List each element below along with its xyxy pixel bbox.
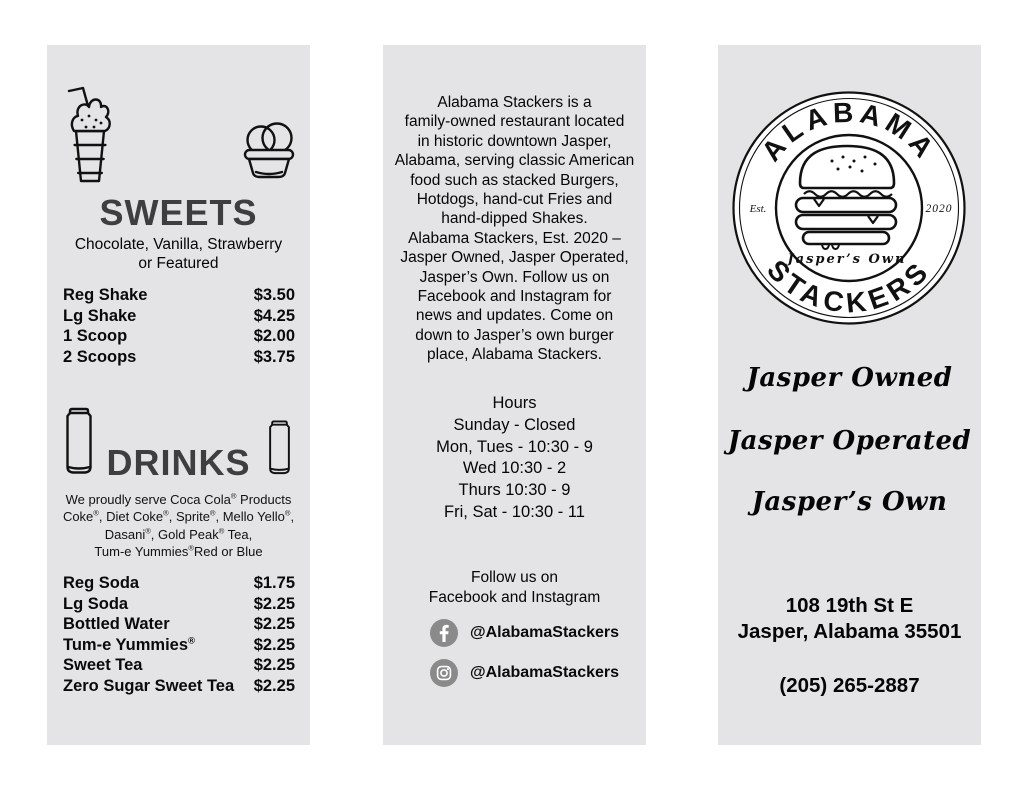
item-price: $1.75: [253, 574, 295, 592]
about-line: Alabama Stackers, Est. 2020 –: [408, 229, 621, 247]
logo-year: 2020: [925, 203, 953, 215]
drinks-title: DRINKS: [106, 442, 251, 483]
item-price: $2.25: [253, 656, 295, 675]
about-line: Jasper Owned, Jasper Operated,: [400, 249, 629, 267]
serve-note-line: We proudly serve Coca Cola® Products: [65, 491, 292, 507]
about-line: Alabama, serving classic American: [394, 152, 635, 170]
brand-tagline-owned: Jasper Owned: [746, 363, 953, 393]
about-line: hand-dipped Shakes.: [441, 210, 588, 228]
follow-heading-line1: Follow us on: [470, 569, 558, 586]
brand-tagline-operated: Jasper Operated: [727, 426, 972, 456]
hours-line: Wed 10:30 - 2: [462, 459, 567, 478]
item-name: Lg Soda: [63, 594, 129, 613]
serve-note-line: Dasani®, Gold Peak® Tea,: [104, 526, 253, 542]
menu-item-row: [63, 614, 295, 635]
logo-tagline: Jasper’s Own: [787, 252, 907, 267]
milkshake-icon: [62, 85, 114, 185]
hours-title: Hours: [492, 394, 537, 412]
ice-cream-bowl-icon: [241, 122, 297, 180]
facebook-icon: [430, 619, 458, 647]
drinks-price-list: [63, 573, 295, 697]
facebook-handle: @AlabamaStackers: [470, 624, 620, 641]
about-line: news and updates. Come on: [415, 307, 614, 325]
item-price: $2.25: [253, 635, 295, 654]
instagram-icon: [430, 659, 458, 687]
sweets-subtitle-line1: Chocolate, Vanilla, Strawberry: [74, 236, 283, 253]
logo-est-label: Est.: [749, 203, 767, 215]
item-name: Tum-e Yummies®: [63, 635, 196, 654]
address-block: [718, 593, 981, 645]
about-line: food such as stacked Burgers,: [410, 171, 619, 189]
hours-line: Thurs 10:30 - 9: [458, 481, 571, 500]
about-line: place, Alabama Stackers.: [427, 346, 602, 364]
drinks-serve-note: [47, 491, 310, 560]
serve-note-line: Tum-e Yummies®Red or Blue: [94, 543, 263, 559]
hours-block: [383, 393, 646, 524]
menu-item-row: [63, 655, 295, 676]
hours-line: Mon, Tues - 10:30 - 9: [436, 437, 593, 456]
phone-number: (205) 265-2887: [779, 674, 920, 697]
about-hours-panel: [383, 45, 646, 745]
address-line1: 108 19th St E: [785, 594, 914, 617]
brand-tagline-own: Jasper’s Own: [751, 487, 948, 517]
item-name: Reg Soda: [63, 574, 140, 592]
brand-contact-panel: [718, 45, 981, 745]
menu-item-row: [63, 594, 295, 615]
hours-line: Fri, Sat - 10:30 - 11: [444, 502, 585, 521]
item-name: Reg Shake: [63, 286, 148, 304]
about-line: in historic downtown Jasper,: [417, 132, 612, 150]
sweets-title: SWEETS: [99, 192, 258, 233]
sweets-subtitle: [47, 235, 310, 273]
instagram-handle: @AlabamaStackers: [470, 664, 620, 681]
item-name: 2 Scoops: [63, 347, 137, 366]
about-line: Alabama Stackers is a: [437, 94, 592, 111]
item-name: 1 Scoop: [63, 327, 128, 346]
serve-note-line: Coke®, Diet Coke®, Sprite®, Mello Yello®,: [62, 508, 295, 525]
alabama-stackers-logo: [732, 91, 966, 325]
item-price: $2.25: [253, 615, 295, 634]
about-line: family-owned restaurant located: [404, 113, 625, 131]
item-price: $4.25: [253, 306, 295, 325]
menu-item-row: [63, 635, 295, 656]
logo-top-text: ALABAMA: [755, 96, 943, 167]
sweets-subtitle-line2: or Featured: [138, 255, 219, 272]
item-price: $2.25: [253, 676, 295, 695]
about-line: Facebook and Instagram for: [417, 288, 612, 306]
address-line2: Jasper, Alabama 35501: [737, 620, 962, 643]
item-price: $2.00: [253, 327, 295, 346]
item-name: Bottled Water: [63, 615, 170, 634]
item-price: $3.75: [253, 347, 295, 366]
item-name: Sweet Tea: [63, 656, 143, 675]
menu-item-row: [63, 285, 295, 306]
about-text: [392, 93, 637, 365]
menu-item-row: [63, 326, 295, 347]
item-name: Zero Sugar Sweet Tea: [63, 676, 235, 695]
about-line: Jasper’s Own. Follow us on: [419, 268, 610, 286]
about-line: Hotdogs, hand-cut Fries and: [416, 191, 613, 209]
item-price: $2.25: [253, 594, 295, 613]
instagram-row: [430, 659, 619, 687]
logo-bottom-text: STACKERS: [761, 253, 937, 319]
menu-item-row: [63, 676, 295, 697]
menu-item-row: [63, 573, 295, 594]
item-name: Lg Shake: [63, 306, 137, 325]
sweets-drinks-panel: [47, 45, 310, 745]
sweets-price-list: [63, 285, 295, 367]
menu-item-row: [63, 306, 295, 327]
follow-heading-line2: Facebook and Instagram: [428, 588, 601, 606]
item-price: $3.50: [253, 286, 295, 304]
menu-item-row: [63, 347, 295, 368]
follow-heading: [383, 568, 646, 607]
about-line: down to Jasper’s own burger: [415, 326, 614, 344]
facebook-row: [430, 619, 619, 647]
hours-line: Sunday - Closed: [453, 415, 576, 434]
